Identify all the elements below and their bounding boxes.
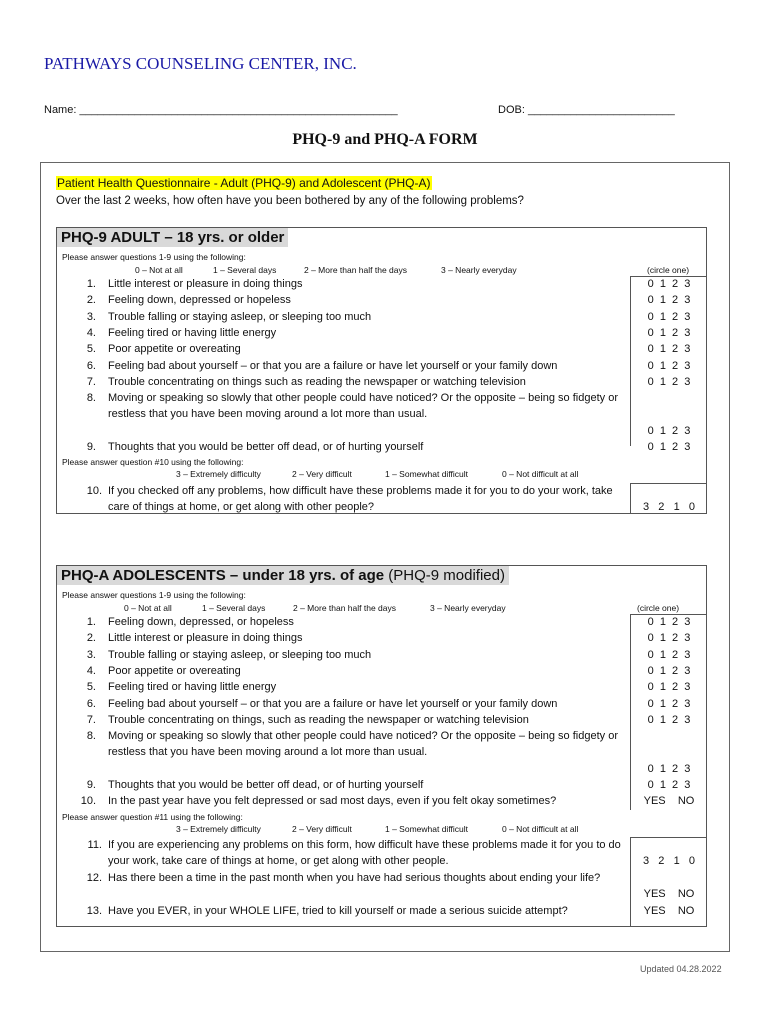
- question-text: Trouble falling or staying asleep, or sleeping too much: [108, 310, 372, 323]
- question-number: 7.: [86, 375, 96, 388]
- adult-diff-option-3: 3 – Extremely difficulty: [176, 469, 261, 479]
- question-text: Feeling tired or having little energy: [108, 326, 277, 339]
- question-text: Feeling down, depressed, or hopeless: [108, 616, 294, 628]
- question-text: Trouble concentrating on things, such as reading the newspaper or watching television: [108, 713, 529, 726]
- question-number: 4.: [86, 664, 96, 677]
- adol-q12-score[interactable]: YES NO: [643, 888, 695, 900]
- questionnaire-subtitle: Over the last 2 weeks, how often have you been bothered by any of the following problems?: [56, 195, 524, 207]
- adult-diff-option-0: 0 – Not difficult at all: [502, 469, 579, 479]
- question-text: Trouble falling or staying asleep, or sleeping too much: [108, 648, 372, 661]
- adol-circle-one: (circle one): [637, 603, 680, 613]
- question-number: 2.: [86, 632, 96, 645]
- adol-question-6-score[interactable]: 0 1 2 3: [647, 697, 691, 710]
- adol-option-1: 1 – Several days: [202, 603, 266, 613]
- adol-option-2: 2 – More than half the days: [293, 603, 397, 613]
- adult-instructions-1-9: Please answer questions 1-9 using the following:: [62, 252, 246, 262]
- adol-question-3-score[interactable]: 0 1 2 3: [647, 648, 691, 661]
- question-number: 5.: [86, 343, 96, 356]
- question-text: Feeling bad about yourself – or that you are a failure or have let yourself or your family down: [108, 359, 558, 372]
- name-field[interactable]: Name: ____________________________________________________: [44, 104, 398, 116]
- phq9-section-title: PHQ-9 ADULT – 18 yrs. or older: [57, 228, 288, 247]
- adult-question-6-score[interactable]: 0 1 2 3: [647, 359, 691, 372]
- adult-option-2: 2 – More than half the days: [304, 265, 408, 275]
- adol-instructions-11: Please answer question #11 using the following:: [62, 812, 243, 822]
- phqa-adolescent-section: PHQ-A ADOLESCENTS – under 18 yrs. of age (PHQ-9 modified) Please answer questions 1-9 using the following: 0 – Not at all 1 – Several days 2 – More than half the days 3 – Nearly everyday (circle one) 1. Feeling down, depressed, or hopeless 0 1 2 3 2. Little interest or pleasure in doing things 0 1 2 3 3. Trouble falling or staying asleep, or sleeping too much 0 1 2 3 4. Poor appetite or overeating 0 1 2 3 5. Feeling tired or having little energy 0 1 2 3 6. Feeling bad about yourself – or that you are a failure or have let yourself or your family down 0 1 2 3 7. Trouble concentrating on things, such as reading the newspaper or watching television 0 1 2 3 8. Moving or speaking so slowly that other people could have noticed? Or the opposite – being so fidgety or restless that you have been moving around a lot more than usual. 0 1 2 3 9. Thoughts that you would be better off dead, or of hurting yourself 0 1 2 3 10. In the past year have you felt depressed or sad most days, even if you felt okay sometimes? YES NO Please answer question #11 using the following: 3 – Extremely difficulty 2 – Very difficult 1 – Somewhat difficult 0 – Not difficult at all 11. If you are experiencing any problems on this form, how difficult have these problems made it for you to do your work, take care of things at home, or get along with other people. 3 2 1 0 12. Has there been a time in the past month when you have had serious thoughts about ending your life? YES NO 13. Have you EVER, in your WHOLE LIFE, tried to kill yourself or made a serious suicide attempt? YES NO: [56, 565, 707, 927]
- adult-question-9-score[interactable]: 0 1 2 3: [647, 441, 691, 453]
- question-text: In the past year have you felt depressed or sad most days, even if you felt okay sometimes?: [108, 795, 557, 808]
- adult-diff-option-2: 2 – Very difficult: [292, 469, 352, 479]
- question-number: 1.: [86, 278, 96, 290]
- dob-field[interactable]: DOB: ________________________: [498, 104, 675, 116]
- question-text: Little interest or pleasure in doing things: [108, 632, 303, 645]
- adult-question-8-score[interactable]: 0 1 2 3: [647, 424, 691, 437]
- phqa-section-title: PHQ-A ADOLESCENTS – under 18 yrs. of age (PHQ-9 modified): [57, 566, 509, 585]
- adol-question-4-score[interactable]: 0 1 2 3: [647, 664, 691, 677]
- adult-diff-option-1: 1 – Somewhat difficult: [385, 469, 468, 479]
- question-text: Little interest or pleasure in doing things: [108, 278, 303, 290]
- question-number: 8.: [86, 730, 96, 743]
- adol-q11-score[interactable]: 3 2 1 0: [643, 855, 695, 867]
- question-text: Feeling tired or having little energy: [108, 681, 277, 694]
- question-number: 7.: [86, 713, 96, 726]
- adol-diff-option-0: 0 – Not difficult at all: [502, 824, 579, 834]
- adult-q10-score[interactable]: 3 2 1 0: [643, 501, 695, 513]
- question-number: 3.: [86, 648, 96, 661]
- question-text: Feeling down, depressed or hopeless: [108, 294, 291, 307]
- adol-question-9-score[interactable]: 0 1 2 3: [647, 779, 691, 791]
- question-text: Moving or speaking so slowly that other people could have noticed? Or the opposite – being so fidgety or restless that you have been moving around a lot more than usual.: [108, 730, 618, 759]
- adol-option-3: 3 – Nearly everyday: [430, 603, 506, 613]
- updated-date: Updated 04.28.2022: [640, 964, 722, 974]
- adol-diff-option-2: 2 – Very difficult: [292, 824, 352, 834]
- question-number: 4.: [86, 326, 96, 339]
- question-number: 6.: [86, 697, 96, 710]
- question-text: Feeling bad about yourself – or that you are a failure or have let yourself or your family down: [108, 697, 558, 710]
- question-text: Poor appetite or overeating: [108, 343, 241, 356]
- adol-q13-score[interactable]: YES NO: [643, 905, 695, 917]
- adult-question-2-score[interactable]: 0 1 2 3: [647, 294, 691, 307]
- question-number: 3.: [86, 310, 96, 323]
- question-number: 2.: [86, 294, 96, 307]
- adult-question-3-score[interactable]: 0 1 2 3: [647, 310, 691, 323]
- question-number: 10.: [80, 795, 96, 808]
- organization-name: PATHWAYS COUNSELING CENTER, INC.: [44, 54, 357, 73]
- adult-instructions-10: Please answer question #10 using the following:: [62, 457, 244, 467]
- question-number: 6.: [86, 359, 96, 372]
- adult-option-1: 1 – Several days: [213, 265, 277, 275]
- adol-question-7-score[interactable]: 0 1 2 3: [647, 713, 691, 726]
- adult-option-0: 0 – Not at all: [135, 265, 183, 275]
- question-number: 9.: [86, 779, 96, 791]
- adult-question-4-score[interactable]: 0 1 2 3: [647, 326, 691, 339]
- adol-diff-option-3: 3 – Extremely difficulty: [176, 824, 261, 834]
- adult-question-5-score[interactable]: 0 1 2 3: [647, 343, 691, 356]
- adult-option-3: 3 – Nearly everyday: [441, 265, 517, 275]
- phq9-adult-section: PHQ-9 ADULT – 18 yrs. or older Please answer questions 1-9 using the following: 0 – Not at all 1 – Several days 2 – More than half the days 3 – Nearly everyday (circle one) 1. Little interest or pleasure in doing things 0 1 2 3 2. Feeling down, depressed or hopeless 0 1 2 3 3. Trouble falling or staying asleep, or sleeping too much 0 1 2 3 4. Feeling tired or having little energy 0 1 2 3 5. Poor appetite or overeating 0 1 2 3 6. Feeling bad about yourself – or that you are a failure or have let yourself or your family down 0 1 2 3 7. Trouble concentrating on things such as reading the newspaper or watching television 0 1 2 3 8. Moving or speaking so slowly that other people could have noticed? Or the opposite – being so fidgety or restless that you have been moving around a lot more than usual. 0 1 2 3 9. Thoughts that you would be better off dead, or of hurting yourself 0 1 2 3 Please answer question #10 using the following: 3 – Extremely difficulty 2 – Very difficult 1 – Somewhat difficult 0 – Not difficult at all 10. If you checked off any problems, how difficult have these problems made it for you to do your work, take care of things at home, or get along with other people? 3 2 1 0: [56, 227, 707, 514]
- form-title: PHQ-9 and PHQ-A FORM: [292, 131, 478, 148]
- question-text: Moving or speaking so slowly that other people could have noticed? Or the opposite – being so fidgety or restless that you have been moving around a lot more than usual.: [108, 392, 618, 421]
- adol-question-5-score[interactable]: 0 1 2 3: [647, 681, 691, 694]
- adult-question-7-score[interactable]: 0 1 2 3: [647, 375, 691, 388]
- adol-question-1-score[interactable]: 0 1 2 3: [647, 616, 691, 628]
- question-number: 1.: [86, 616, 96, 628]
- adol-diff-option-1: 1 – Somewhat difficult: [385, 824, 468, 834]
- adult-question-1-score[interactable]: 0 1 2 3: [647, 278, 691, 290]
- question-number: 9.: [86, 441, 96, 453]
- adol-question-8-score[interactable]: 0 1 2 3: [647, 762, 691, 775]
- question-number: 8.: [86, 392, 96, 405]
- question-text: Thoughts that you would be better off dead, or of hurting yourself: [108, 779, 424, 791]
- question-text: Thoughts that you would be better off dead, or of hurting yourself: [108, 441, 424, 453]
- adol-option-0: 0 – Not at all: [124, 603, 172, 613]
- question-number: 5.: [86, 681, 96, 694]
- adol-question-2-score[interactable]: 0 1 2 3: [647, 632, 691, 645]
- question-text: Trouble concentrating on things such as reading the newspaper or watching television: [108, 375, 526, 388]
- adult-circle-one: (circle one): [647, 265, 690, 275]
- question-text: Poor appetite or overeating: [108, 664, 241, 677]
- adol-question-10-score[interactable]: YES NO: [643, 795, 695, 808]
- adol-instructions-1-9: Please answer questions 1-9 using the following:: [62, 590, 246, 600]
- questionnaire-title: Patient Health Questionnaire - Adult (PHQ-9) and Adolescent (PHQ-A): [57, 176, 431, 190]
